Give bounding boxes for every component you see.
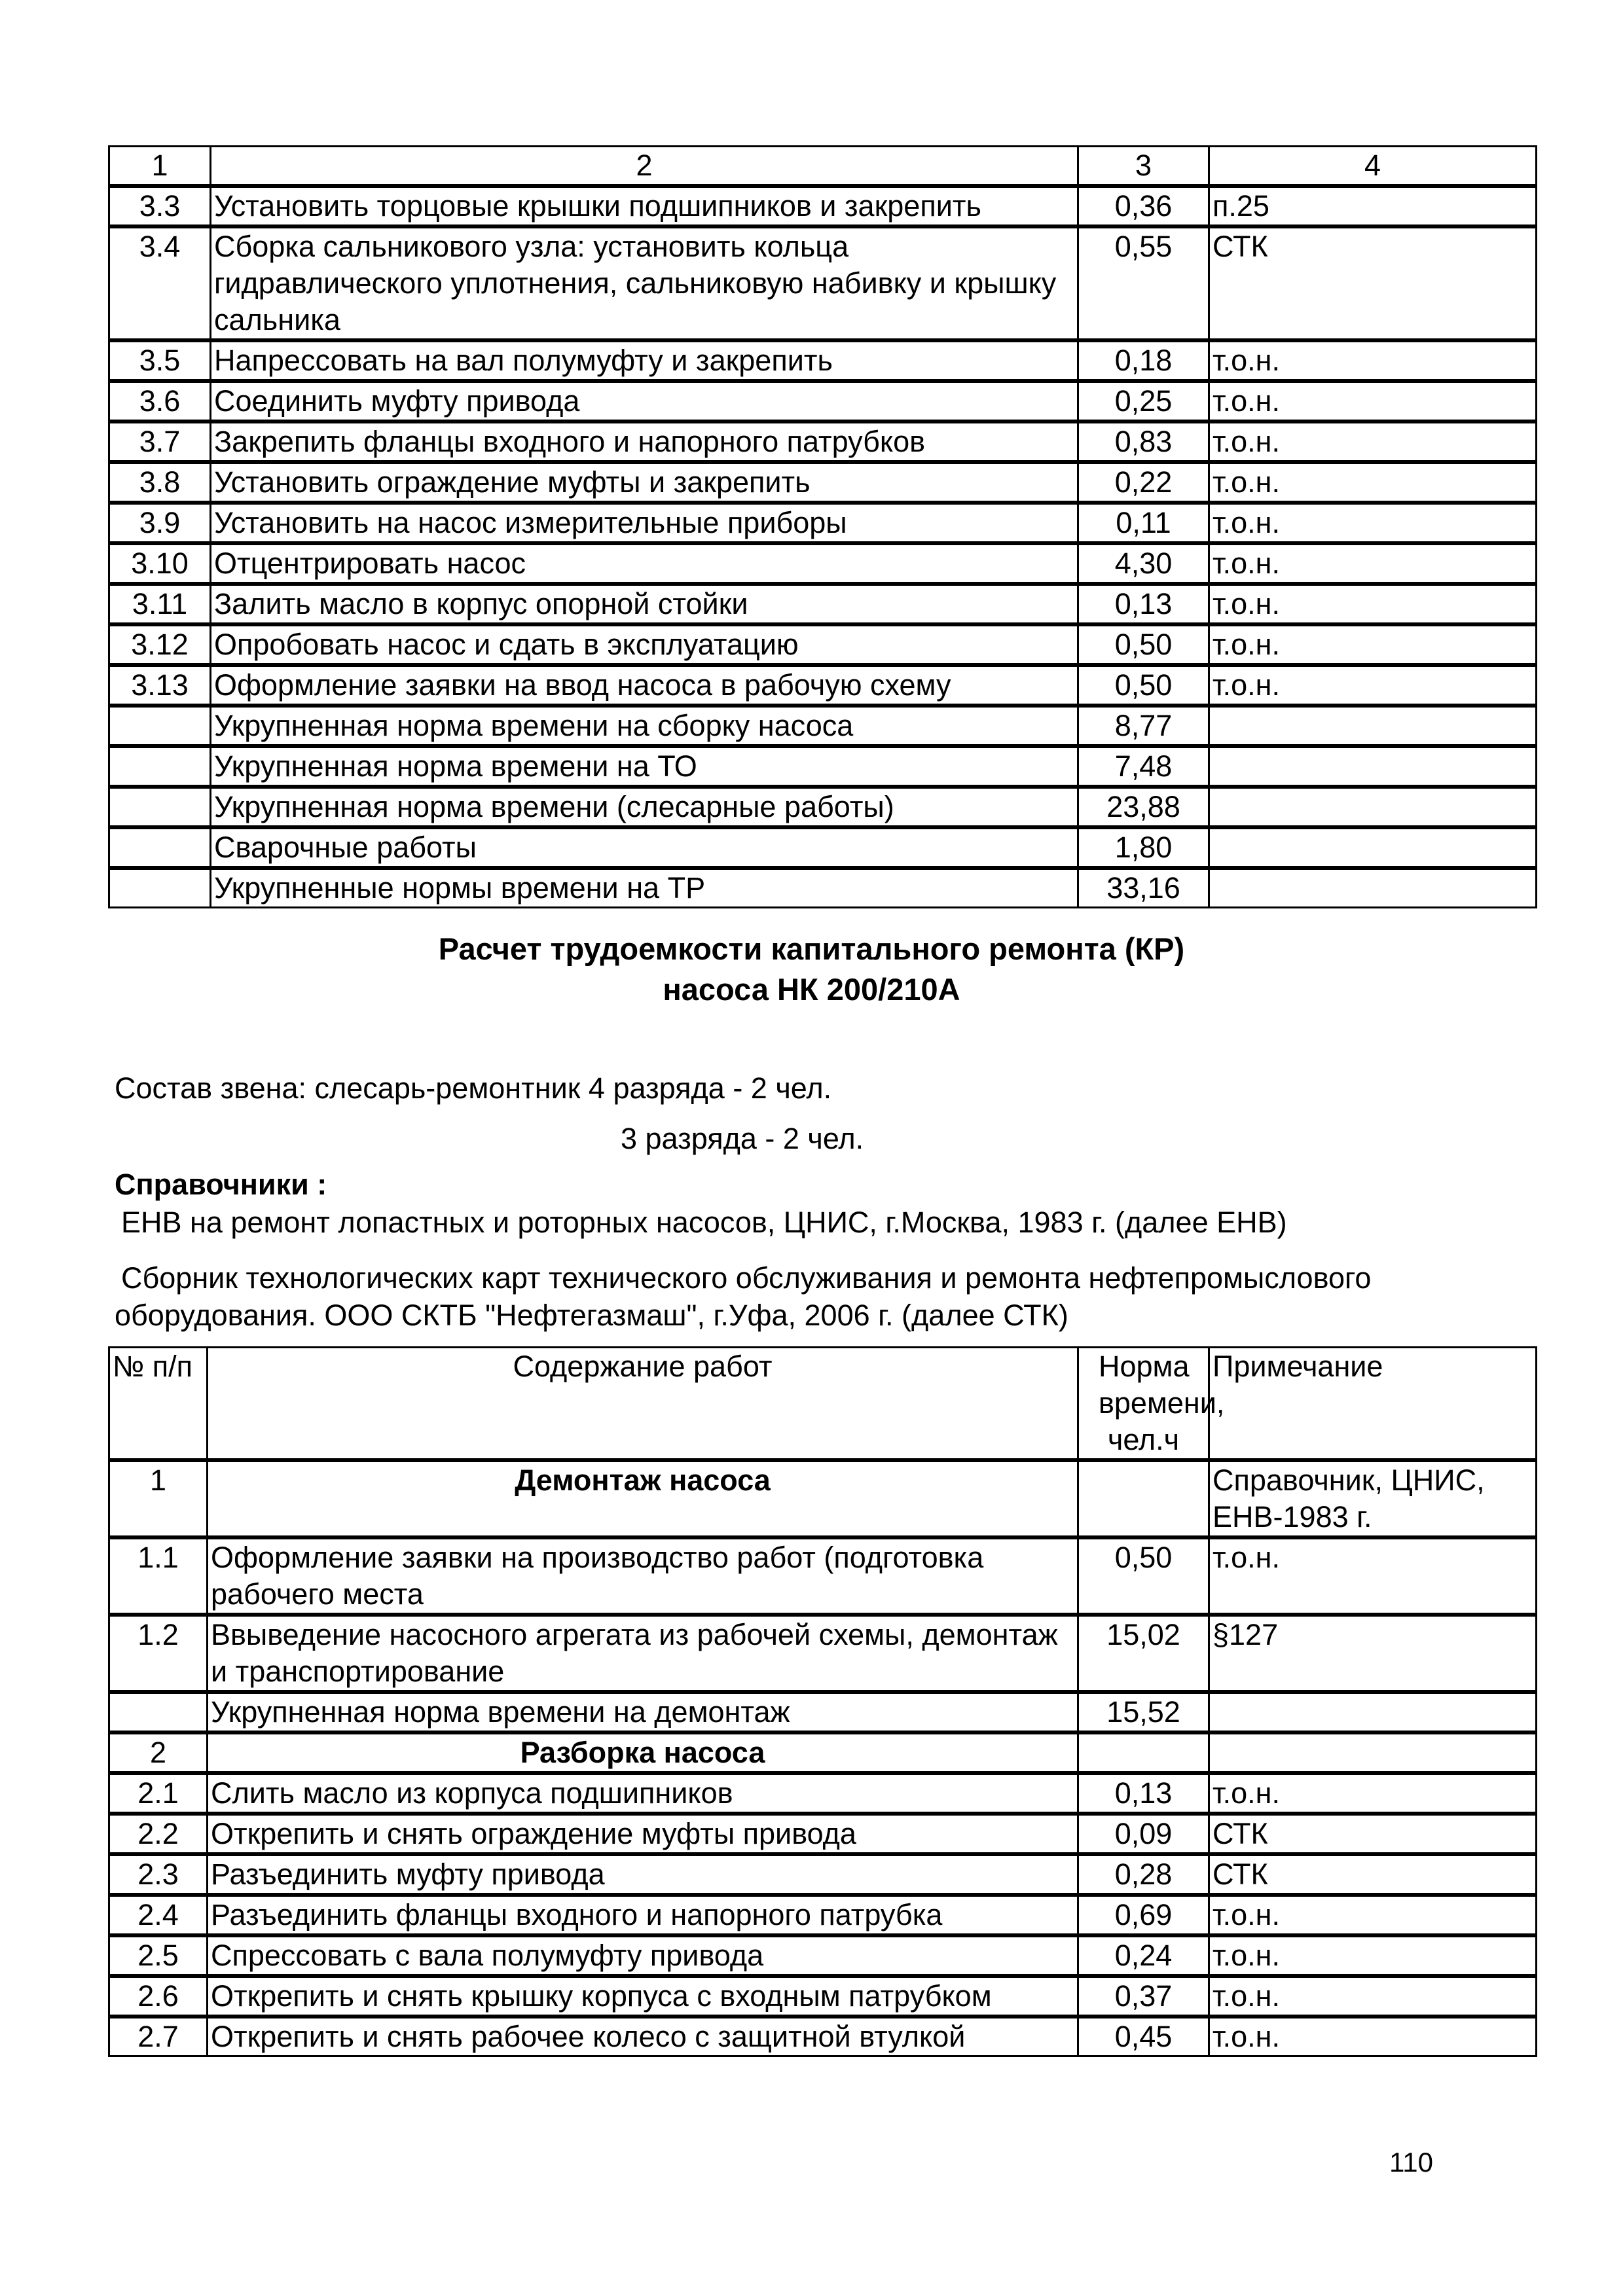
- note: т.о.н.: [1209, 1976, 1537, 2017]
- row-number: [109, 827, 211, 868]
- work-description: Открепить и снять ограждение муфты привода: [208, 1814, 1078, 1854]
- reference-stk: Сборник технологических карт технического обслуживания и ремонта нефтепромыслового: [121, 1261, 1372, 1295]
- row-number: [109, 868, 211, 908]
- row-number: 1.2: [109, 1615, 208, 1692]
- row-number: 3.5: [109, 340, 211, 381]
- work-description: Укрупненная норма времени (слесарные работы): [211, 787, 1078, 827]
- work-description: Открепить и снять крышку корпуса с входным патрубком: [208, 1976, 1078, 2017]
- time-norm: 0,22: [1078, 462, 1209, 503]
- note: т.о.н.: [1209, 422, 1537, 462]
- header-time-norm: Норма времени, чел.ч: [1078, 1348, 1209, 1461]
- note: [1209, 746, 1537, 787]
- row-number: 3.9: [109, 503, 211, 543]
- work-description: Установить ограждение муфты и закрепить: [211, 462, 1078, 503]
- work-description: Слить масло из корпуса подшипников: [208, 1773, 1078, 1814]
- work-description: Сварочные работы: [211, 827, 1078, 868]
- work-description: Отцентрировать насос: [211, 543, 1078, 584]
- time-norm: 0,36: [1078, 186, 1209, 226]
- overhaul-labor-table: [108, 1346, 1537, 2057]
- time-norm: 0,50: [1078, 665, 1209, 706]
- time-norm: 0,25: [1078, 381, 1209, 422]
- page-number: 110: [1389, 2147, 1433, 2178]
- note: СТК: [1209, 1814, 1537, 1854]
- time-norm: 0,55: [1078, 226, 1209, 340]
- section-row: [109, 1732, 1537, 1773]
- table-header-row: [109, 147, 1537, 187]
- row-number: 1: [109, 1460, 208, 1537]
- time-norm: 0,11: [1078, 503, 1209, 543]
- work-description: Сборка сальникового узла: установить кольца гидравлического уплотнения, сальниковую набивку и крышку сальника: [211, 226, 1078, 340]
- note: Справочник, ЦНИС, ЕНВ-1983 г.: [1209, 1460, 1537, 1537]
- row-number: 1.1: [109, 1537, 208, 1615]
- row-number: 3.3: [109, 186, 211, 226]
- row-number: 3.7: [109, 422, 211, 462]
- note: т.о.н.: [1209, 1935, 1537, 1976]
- section-subtitle: насоса НК 200/210А: [663, 972, 960, 1007]
- table-row: [109, 503, 1537, 543]
- section-heading: Разборка насоса: [208, 1732, 1078, 1773]
- table-row: [109, 1854, 1537, 1895]
- subtotal-row: [109, 787, 1537, 827]
- time-norm: 0,50: [1078, 1537, 1209, 1615]
- work-description: Оформление заявки на производство работ (подготовка рабочего места: [208, 1537, 1078, 1615]
- table-row: [109, 462, 1537, 503]
- note: [1209, 706, 1537, 746]
- time-norm: [1078, 1732, 1209, 1773]
- note: СТК: [1209, 226, 1537, 340]
- row-number: 2.7: [109, 2017, 208, 2056]
- row-number: 2.5: [109, 1935, 208, 1976]
- header-note: Примечание: [1209, 1348, 1537, 1461]
- time-norm: 0,28: [1078, 1854, 1209, 1895]
- time-norm: 0,13: [1078, 1773, 1209, 1814]
- note: т.о.н.: [1209, 381, 1537, 422]
- time-norm: 23,88: [1078, 787, 1209, 827]
- note: т.о.н.: [1209, 340, 1537, 381]
- note: т.о.н.: [1209, 584, 1537, 624]
- note: [1209, 787, 1537, 827]
- time-norm: 8,77: [1078, 706, 1209, 746]
- crew-composition: Состав звена: слесарь-ремонтник 4 разряда - 2 чел.: [115, 1071, 832, 1105]
- subtotal-row: [109, 827, 1537, 868]
- work-description: Разъединить фланцы входного и напорного патрубка: [208, 1895, 1078, 1935]
- note: т.о.н.: [1209, 1537, 1537, 1615]
- column-number-header: 2: [211, 147, 1078, 187]
- subtotal-row: [109, 746, 1537, 787]
- column-number-header: 3: [1078, 147, 1209, 187]
- table-row: [109, 1615, 1537, 1692]
- section-row: [109, 1460, 1537, 1537]
- total-row: [109, 868, 1537, 908]
- reference-env: ЕНВ на ремонт лопастных и роторных насосов, ЦНИС, г.Москва, 1983 г. (далее ЕНВ): [121, 1206, 1287, 1239]
- table-row: [109, 1537, 1537, 1615]
- crew-composition-cont: 3 разряда - 2 чел.: [621, 1122, 864, 1155]
- column-number-header: 1: [109, 147, 211, 187]
- work-description: Залить масло в корпус опорной стойки: [211, 584, 1078, 624]
- assembly-norms-table: [108, 145, 1537, 908]
- table-row: [109, 1935, 1537, 1976]
- work-description: Опробовать насос и сдать в эксплуатацию: [211, 624, 1078, 665]
- time-norm: 15,52: [1078, 1692, 1209, 1732]
- table-row: [109, 422, 1537, 462]
- row-number: 3.6: [109, 381, 211, 422]
- note: т.о.н.: [1209, 2017, 1537, 2056]
- table-row: [109, 381, 1537, 422]
- work-description: Закрепить фланцы входного и напорного патрубков: [211, 422, 1078, 462]
- time-norm: 0,50: [1078, 624, 1209, 665]
- note: п.25: [1209, 186, 1537, 226]
- work-description: Укрупненные нормы времени на ТР: [211, 868, 1078, 908]
- time-norm: [1078, 1460, 1209, 1537]
- note: т.о.н.: [1209, 665, 1537, 706]
- work-description: Напрессовать на вал полумуфту и закрепить: [211, 340, 1078, 381]
- note: [1209, 868, 1537, 908]
- time-norm: 7,48: [1078, 746, 1209, 787]
- row-number: [109, 787, 211, 827]
- row-number: 2.4: [109, 1895, 208, 1935]
- note: т.о.н.: [1209, 1773, 1537, 1814]
- work-description: Установить торцовые крышки подшипников и закрепить: [211, 186, 1078, 226]
- time-norm: 33,16: [1078, 868, 1209, 908]
- note: [1209, 1692, 1537, 1732]
- row-number: [109, 706, 211, 746]
- time-norm: 15,02: [1078, 1615, 1209, 1692]
- table-row: [109, 1773, 1537, 1814]
- table-row: [109, 665, 1537, 706]
- time-norm: 0,18: [1078, 340, 1209, 381]
- time-norm: 0,09: [1078, 1814, 1209, 1854]
- time-norm: 0,13: [1078, 584, 1209, 624]
- time-norm: 0,69: [1078, 1895, 1209, 1935]
- note: т.о.н.: [1209, 1895, 1537, 1935]
- table-row: [109, 1976, 1537, 2017]
- time-norm: 0,37: [1078, 1976, 1209, 2017]
- row-number: 2.2: [109, 1814, 208, 1854]
- row-number: 2.1: [109, 1773, 208, 1814]
- subtotal-row: [109, 706, 1537, 746]
- row-number: 3.13: [109, 665, 211, 706]
- note: т.о.н.: [1209, 503, 1537, 543]
- note: [1209, 1732, 1537, 1773]
- time-norm: 1,80: [1078, 827, 1209, 868]
- row-number: 3.8: [109, 462, 211, 503]
- note: т.о.н.: [1209, 624, 1537, 665]
- table-row: [109, 340, 1537, 381]
- table-row: [109, 1895, 1537, 1935]
- note: т.о.н.: [1209, 462, 1537, 503]
- time-norm: 0,83: [1078, 422, 1209, 462]
- table-header-row: [109, 1348, 1537, 1461]
- table-row: [109, 1814, 1537, 1854]
- note: [1209, 827, 1537, 868]
- work-description: Установить на насос измерительные приборы: [211, 503, 1078, 543]
- subtotal-row: [109, 1692, 1537, 1732]
- row-number: 2.6: [109, 1976, 208, 2017]
- row-number: 2.3: [109, 1854, 208, 1895]
- note: т.о.н.: [1209, 543, 1537, 584]
- time-norm: 0,45: [1078, 2017, 1209, 2056]
- row-number: 3.12: [109, 624, 211, 665]
- work-description: Ввыведение насосного агрегата из рабочей схемы, демонтаж и транспортирование: [208, 1615, 1078, 1692]
- row-number: [109, 746, 211, 787]
- time-norm: 0,24: [1078, 1935, 1209, 1976]
- row-number: [109, 1692, 208, 1732]
- note: §127: [1209, 1615, 1537, 1692]
- work-description: Открепить и снять рабочее колесо с защитной втулкой: [208, 2017, 1078, 2056]
- section-title: Расчет трудоемкости капитального ремонта (КР): [438, 931, 1185, 966]
- table-row: [109, 584, 1537, 624]
- table-row: [109, 226, 1537, 340]
- row-number: 3.11: [109, 584, 211, 624]
- time-norm: 4,30: [1078, 543, 1209, 584]
- header-work-content: Содержание работ: [208, 1348, 1078, 1461]
- header-number: № п/п: [109, 1348, 208, 1461]
- table-row: [109, 624, 1537, 665]
- work-description: Укрупненная норма времени на ТО: [211, 746, 1078, 787]
- section-heading: Демонтаж насоса: [208, 1460, 1078, 1537]
- work-description: Укрупненная норма времени на сборку насоса: [211, 706, 1078, 746]
- row-number: 2: [109, 1732, 208, 1773]
- column-number-header: 4: [1209, 147, 1537, 187]
- row-number: 3.10: [109, 543, 211, 584]
- work-description: Спрессовать с вала полумуфту привода: [208, 1935, 1078, 1976]
- table-row: [109, 2017, 1537, 2056]
- note: СТК: [1209, 1854, 1537, 1895]
- table-row: [109, 186, 1537, 226]
- reference-stk-cont: оборудования. ООО СКТБ "Нефтегазмаш", г.Уфа, 2006 г. (далее СТК): [115, 1299, 1068, 1332]
- references-label: Справочники :: [115, 1168, 327, 1201]
- row-number: 3.4: [109, 226, 211, 340]
- table-row: [109, 543, 1537, 584]
- work-description: Укрупненная норма времени на демонтаж: [208, 1692, 1078, 1732]
- work-description: Разъединить муфту привода: [208, 1854, 1078, 1895]
- work-description: Оформление заявки на ввод насоса в рабочую схему: [211, 665, 1078, 706]
- work-description: Соединить муфту привода: [211, 381, 1078, 422]
